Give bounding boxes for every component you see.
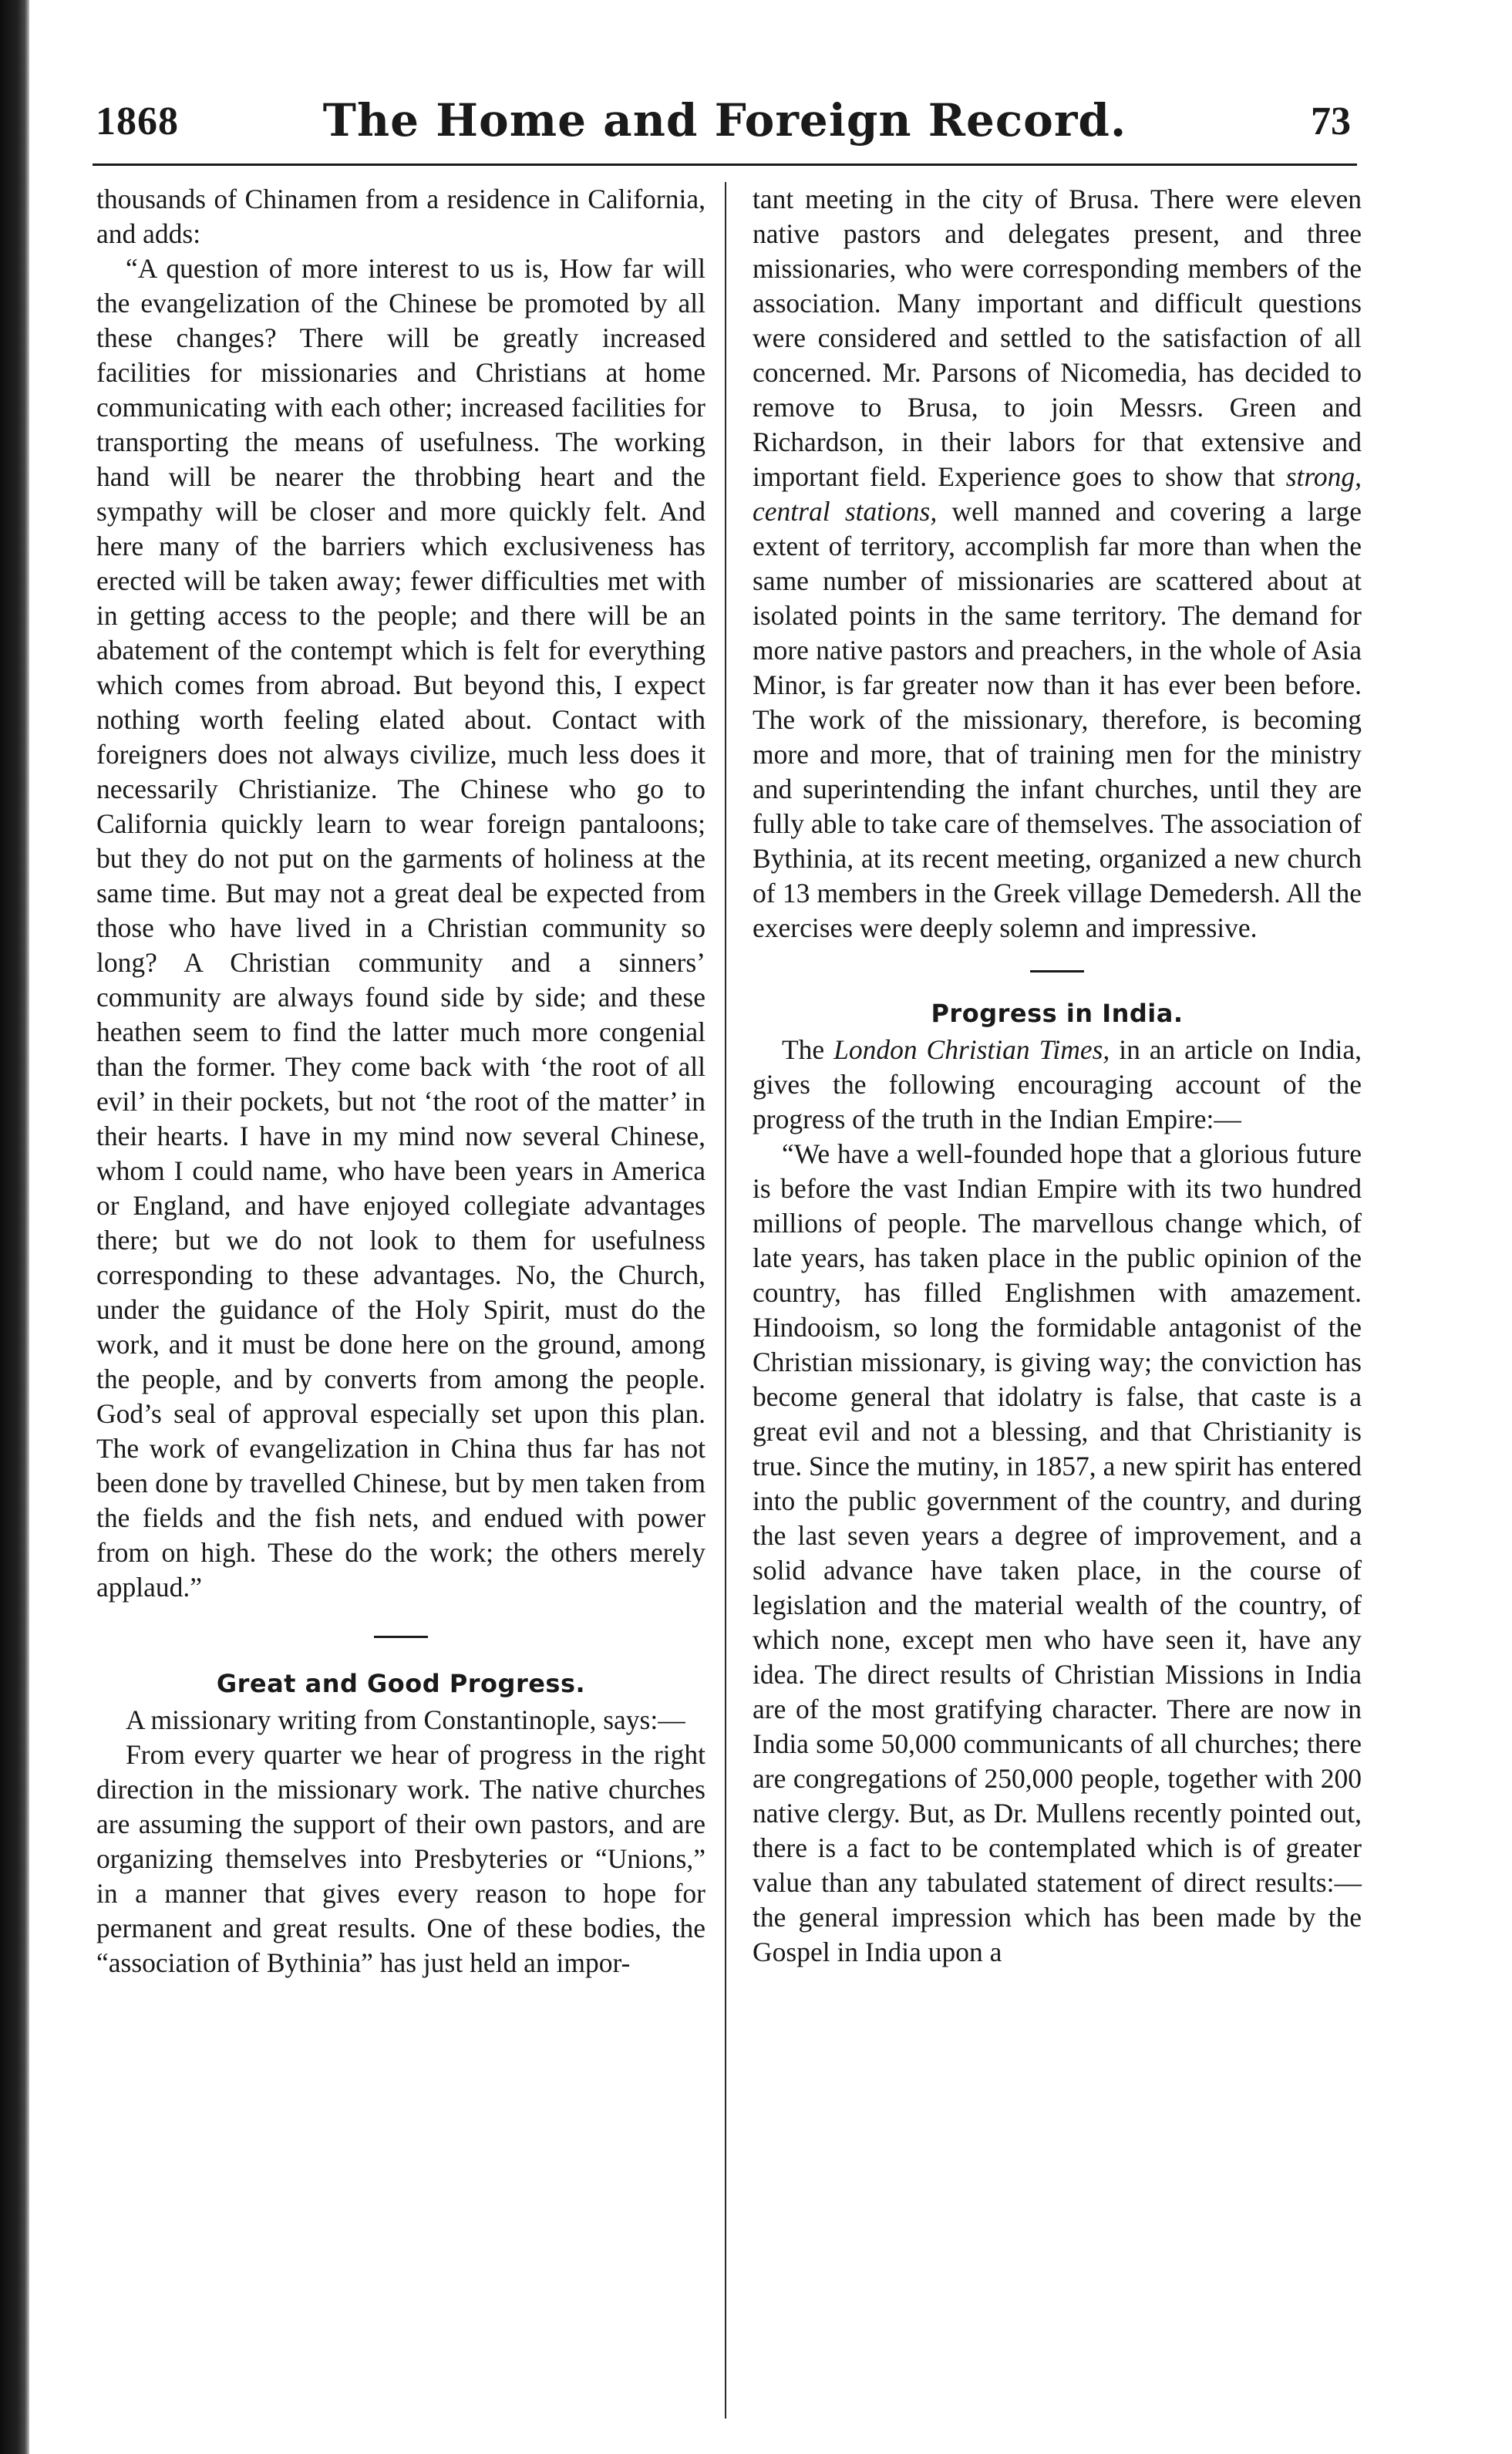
running-header	[93, 91, 1357, 157]
text-run: The	[782, 1034, 834, 1065]
header-rule	[93, 163, 1357, 166]
text-run: in an article on India, gives the following encouraging account of the progress of the truth in the Indian Empire:—	[753, 1034, 1362, 1134]
section-heading-great-and-good-progress: Great and Good Progress.	[216, 1669, 586, 1698]
publication-title: London Christian Times,	[833, 1034, 1110, 1065]
quoted-paragraph: “A question of more interest to us is, How far will the evangelization of the Chinese be promoted by all these changes? There will be greatly increased facilities for missionaries and Christians at home communicating with each other; increased facilities for transporting the means of usefulness. The working hand will be nearer the throbbing heart and the sympathy will be closer and more quickly felt. And here many of the barriers which exclusiveness has erected will be taken away; fewer difficulties met with in getting access to the people; and there will be an abatement of the contempt which is felt for everything which comes from abroad. But beyond this, I expect nothing worth feeling elated about. Contact with foreigners does not always civilize, much less does it necessarily Christianize. The Chinese who go to California quickly learn to wear foreign pantaloons; but they do not put on the garments of holiness at the same time. But may not a great deal be expected from those who have lived in a Christian community so long? A Christian community and a sinners’ community are always found side by side; and these heathen seem to find the latter much more congenial than the former. They come back with ‘the root of all evil’ in their pockets, but not ‘the root of the matter’ in their hearts. I have in my mind now several Chinese, whom I could name, who have been years in America or England, and have enjoyed collegiate advantages there; but we do not look to them for usefulness corresponding to these advantages. No, the Church, under the guidance of the Holy Spirit, must do the work, and it must be done here on the ground, among the people, and by converts from among the people. God’s seal of approval especially set upon this plan. The work of evangelization in China thus far has not been done by travelled Chinese, but by men taken from the fields and the fish nets, and endued with power from on high. These do the work; the others merely applaud.”	[96, 253, 705, 1603]
paragraph: A missionary writing from Constantinople, says:—	[126, 1704, 685, 1735]
book-binding-edge	[0, 0, 29, 2454]
section-heading-progress-in-india: Progress in India.	[931, 999, 1184, 1028]
paragraph: thousands of Chinamen from a residence in California, and adds:	[96, 184, 705, 249]
right-column	[753, 182, 1362, 1970]
quoted-paragraph: “We have a well-founded hope that a glorious future is before the vast Indian Empire with its two hundred millions of people. The marvellous change which, of late years, has taken place in the public opinion of the country, has filled Englishmen with amazement. Hindooism, so long the formidable antagonist of the Christian missionary, is giving way; the conviction has become general that idolatry is false, that caste is a great evil and not a blessing, and that Christianity is true. Since the mutiny, in 1857, a new spirit has entered into the public government of the country, and during the last seven years a degree of improvement, and a solid advance have taken place, in the course of legislation and the material wealth of the country, of which none, except men who have seen it, have any idea. The direct results of Christian Missions in India are of the most gratifying character. There are now in India some 50,000 communicants of all churches; there are congregations of 250,000 people, together with 200 native clergy. But, as Dr. Mullens recently pointed out, there is a fact to be contemplated which is of greater value than any tabulated statement of direct results:—the general impression which has been made by the Gospel in India upon a	[753, 1138, 1362, 1967]
paragraph	[753, 1033, 1362, 1137]
paragraph: From every quarter we hear of progress in the right direction in the missionary work. The native churches are assuming the support of their own pastors, and are organizing themselves into Presbyteries or “Unions,” in a manner that gives every reason to hope for permanent and great results. One of these bodies, the “association of Bythinia” has just held an impor-	[96, 1739, 705, 1978]
journal-title: The Home and Foreign Record.	[322, 94, 1127, 147]
left-column	[96, 182, 705, 1980]
section-separator	[1030, 970, 1084, 972]
section-separator	[374, 1636, 428, 1638]
text-run: tant meeting in the city of Brusa. There were eleven native pastors and delegates present, and three missionaries, who were corresponding members of the association. Many important and difficult questions were considered and settled to the satisfaction of all concerned. Mr. Parsons of Nicomedia, has decided to remove to Brusa, to join Messrs. Green and Richardson, in their labors for that extensive and important field. Experience goes to show that	[753, 184, 1362, 492]
page-number: 73	[1311, 99, 1351, 143]
column-divider	[725, 182, 726, 2419]
paragraph	[753, 182, 1362, 946]
header-year: 1868	[96, 99, 179, 143]
text-run: well manned and covering a large extent of territory, accomplish far more than when the same number of missionaries are scattered about at isolated points in the same territory. The demand for more native pastors and preachers, in the whole of Asia Minor, is far greater now than it has ever been before. The work of the missionary, therefore, is becoming more and more, that of training men for the ministry and superintending the infant churches, until they are fully able to take care of themselves. The association of Bythinia, at its recent meeting, organized a new church of 13 members in the Greek village Demedersh. All the exercises were deeply solemn and impressive.	[753, 496, 1362, 943]
italic-phrase: strong, central stations,	[753, 461, 1362, 527]
